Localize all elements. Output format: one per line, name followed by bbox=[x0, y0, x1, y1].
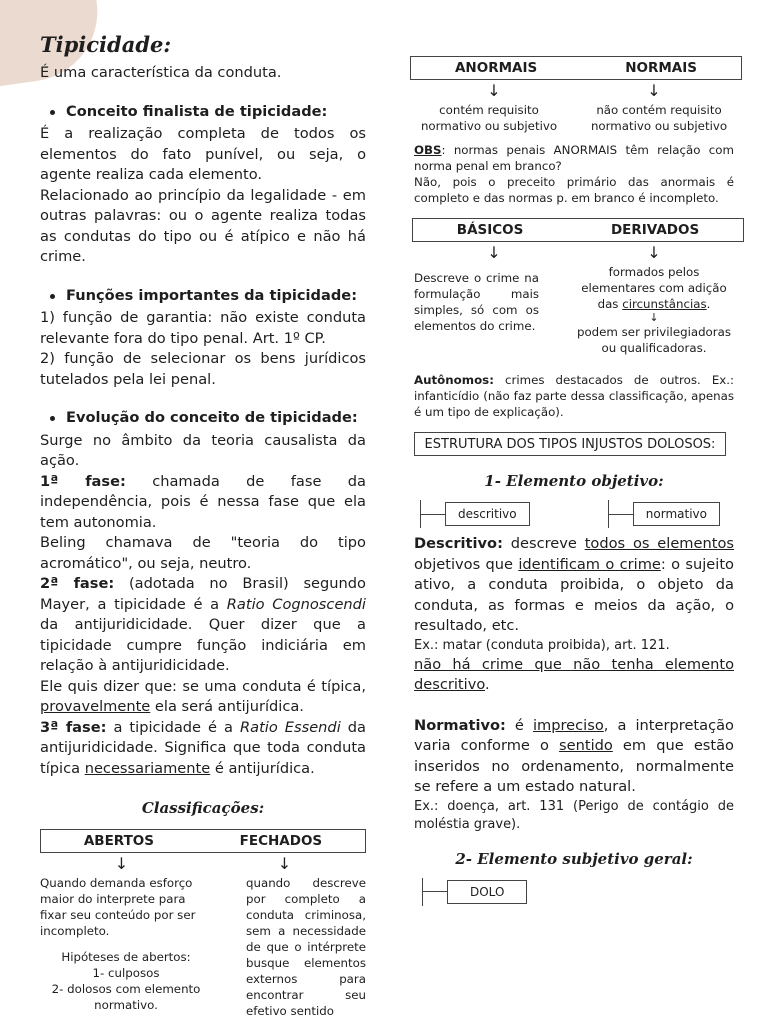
basicos-derivados-body bbox=[414, 264, 734, 356]
left-column bbox=[40, 32, 366, 1019]
autonomos-label: Autônomos: bbox=[414, 373, 494, 387]
arrows-row bbox=[40, 853, 366, 875]
funcoes-item-1: 1) função de garantia: não existe conduta relevante fora do tipo penal. Art. 1º CP. bbox=[40, 309, 366, 347]
fase-2-label: 2ª fase: bbox=[40, 575, 115, 592]
conceito-paragraph-1: É a realização completa de todos os elementos do fato punível, ou seja, o agente realiza cada elemento. bbox=[40, 125, 366, 183]
arrows-row bbox=[414, 242, 734, 264]
anormais-normais-header bbox=[410, 56, 742, 80]
descritivo-label: Descritivo: bbox=[414, 535, 503, 552]
derivados-label: DERIVADOS bbox=[610, 222, 700, 238]
derivados-extra: podem ser privilegiadoras ou qualificadoras. bbox=[576, 325, 732, 355]
anormais-description: contém requisito normativo ou subjetivo bbox=[420, 103, 558, 133]
beling-paragraph: Beling chamava de "teoria do tipo acromático", ou seja, neutro. bbox=[40, 534, 366, 572]
right-column bbox=[414, 56, 734, 910]
derivados-description: formados pelos elementares com adição das circunstâncias. bbox=[581, 265, 727, 311]
estrutura-box: ESTRUTURA DOS TIPOS INJUSTOS DOLOSOS: bbox=[414, 432, 726, 456]
fase-1-paragraph: 1ª fase: chamada de fase da independência, pois é nessa fase que ela tem autonomia. bbox=[40, 472, 367, 531]
arrow-down-icon: ↓ bbox=[277, 854, 292, 873]
fase-2-paragraph: 2ª fase: (adotada no Brasil) segundo Mayer, a tipicidade é a Ratio Cognoscendi da antijuridicidade. Quer dizer que a tipicidade cumpre função indiciária em relação à antijuridicidade. bbox=[40, 575, 366, 674]
normais-label: NORMAIS bbox=[625, 60, 698, 76]
section-heading-evolucao: Evolução do conceito de tipicidade: bbox=[40, 408, 366, 429]
arrow-down-icon: ↓ bbox=[114, 854, 129, 873]
fase-3-paragraph: 3ª fase: a tipicidade é a Ratio Essendi da antijuridicidade. Significa que toda conduta típica necessariamente é antijurídica. bbox=[40, 718, 366, 777]
funcoes-item-2: 2) função de selecionar os bens jurídicos tutelados pela lei penal. bbox=[40, 350, 366, 388]
elemento-subjetivo-title: 2- Elemento subjetivo geral: bbox=[455, 849, 693, 868]
hipotese-1: 1- culposos bbox=[92, 966, 160, 980]
arrow-down-icon: ↓ bbox=[649, 311, 659, 324]
evolucao-intro: Surge no âmbito da teoria causalista da ação. bbox=[40, 431, 366, 469]
fechados-description: quando descreve por completo a conduta criminosa, sem a necessidade de que o intérprete busque elementos externos para encontrar seu efetivo sentido bbox=[246, 876, 366, 1018]
intro-text: É uma característica da conduta. bbox=[40, 64, 282, 81]
mayer-paragraph: Ele quis dizer que: se uma conduta é típica, provavelmente ela será antijurídica. bbox=[40, 677, 366, 715]
elemento-objetivo-tags bbox=[420, 500, 720, 528]
classificacoes-title: Classificações: bbox=[141, 799, 265, 817]
normativo-example: Ex.: doença, art. 131 (Perigo de contágio de moléstia grave). bbox=[414, 798, 734, 832]
classificacoes-body bbox=[40, 875, 366, 1019]
derivados-column bbox=[574, 264, 734, 356]
dolo-tag: DOLO bbox=[422, 878, 527, 906]
section-heading-conceito: Conceito finalista de tipicidade: bbox=[40, 102, 366, 123]
normativo-label: Normativo: bbox=[414, 716, 506, 734]
anormais-label: ANORMAIS bbox=[454, 60, 538, 76]
fase-3-label: 3ª fase: bbox=[40, 718, 107, 736]
abertos-label: ABERTOS bbox=[83, 833, 154, 849]
descritivo-rule: não há crime que não tenha elemento descritivo. bbox=[414, 655, 734, 693]
abertos-fechados-header bbox=[40, 829, 366, 853]
abertos-description: Quando demanda esforço maior do interprete para fixar seu conteúdo por ser incompleto. bbox=[40, 876, 196, 938]
arrows-row bbox=[414, 80, 734, 102]
hipoteses-title: Hipóteses de abertos: bbox=[61, 950, 191, 964]
autonomos-note: Autônomos: crimes destacados de outros. Ex.: infanticídio (não faz parte dessa classificação, apenas é um tipo de explicação). bbox=[414, 373, 734, 419]
fase-1-label: 1ª fase: bbox=[40, 472, 126, 490]
obs-answer: Não, pois o preceito primário das anormais é completo e das normas p. em branco é incompleto. bbox=[414, 175, 734, 205]
fechados-label: FECHADOS bbox=[239, 833, 323, 849]
section-heading-funcoes: Funções importantes da tipicidade: bbox=[40, 286, 366, 307]
descritivo-paragraph: Descritivo: descreve todos os elementos objetivos que identificam o crime: o sujeito ativo, a conduta proibida, o objeto da conduta, as formas e meios da ação, o resultado, etc. bbox=[414, 535, 735, 634]
arrow-down-icon: ↓ bbox=[487, 81, 501, 100]
arrow-down-icon: ↓ bbox=[487, 243, 501, 262]
normais-description: não contém requisito normativo ou subjetivo bbox=[590, 103, 728, 133]
obs-note: OBS: normas penais ANORMAIS têm relação com norma penal em branco? bbox=[414, 143, 734, 173]
anormais-normais-body bbox=[414, 102, 734, 134]
descritivo-example: Ex.: matar (conduta proibida), art. 121. bbox=[414, 637, 670, 653]
descritivo-tag: descritivo bbox=[420, 500, 530, 528]
elemento-objetivo-title: 1- Elemento objetivo: bbox=[484, 472, 664, 490]
normativo-tag: normativo bbox=[608, 500, 720, 528]
basicos-description: Descreve o crime na formulação mais simples, só com os elementos do crime. bbox=[414, 271, 539, 333]
hipotese-2: 2- dolosos com elemento normativo. bbox=[51, 982, 201, 1012]
conceito-paragraph-2: Relacionado ao princípio da legalidade - em outras palavras: ou o agente realiza todas as condutas do tipo ou é atípico e não há crime. bbox=[40, 186, 366, 265]
normativo-paragraph: Normativo: é impreciso, a interpretação varia conforme o sentido em que estão inseridos no ordenamento, normalmente se refere a um estado natural. bbox=[414, 716, 734, 795]
obs-label: OBS bbox=[414, 143, 442, 157]
basicos-label: BÁSICOS bbox=[456, 222, 524, 238]
arrow-down-icon: ↓ bbox=[647, 243, 661, 262]
abertos-column bbox=[40, 875, 212, 1019]
arrow-down-icon: ↓ bbox=[647, 81, 661, 100]
basicos-derivados-header bbox=[412, 218, 744, 242]
page-title: Tipicidade: bbox=[40, 32, 172, 57]
